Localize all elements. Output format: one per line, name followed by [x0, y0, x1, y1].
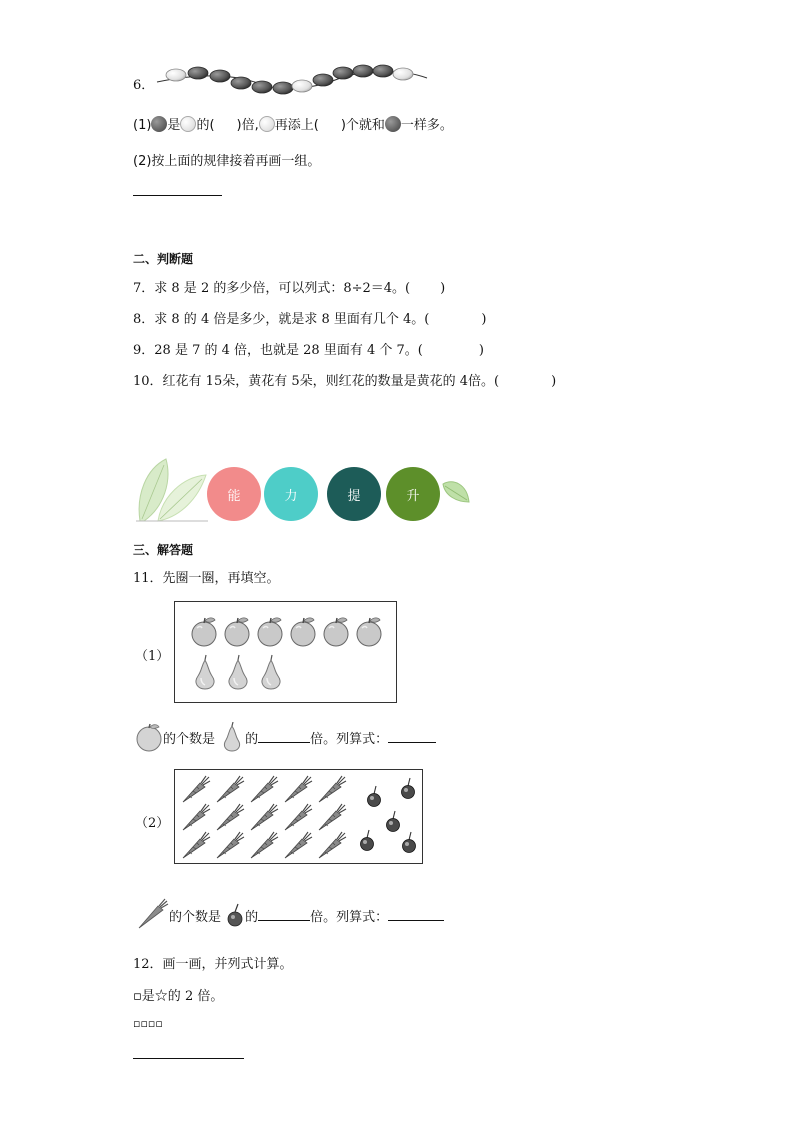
answer-line[interactable]: [133, 1058, 244, 1059]
fruit-picture-box: [174, 601, 397, 703]
apple: [192, 618, 216, 646]
carrot: [251, 804, 278, 830]
cherry: [361, 830, 374, 851]
banner-circle-1: [207, 467, 261, 521]
close-paren: ): [481, 312, 487, 327]
close-paren: ): [551, 374, 557, 389]
carrot: [183, 776, 210, 802]
light-bead: [292, 80, 312, 92]
text-segment: 一样多。: [400, 118, 453, 133]
dark-bead: [252, 81, 272, 93]
dark-bead: [313, 74, 333, 86]
text-segment: 的: [245, 910, 259, 925]
answer-blank[interactable]: [258, 742, 310, 743]
cherry: [368, 786, 381, 807]
question-6-number: 6．: [133, 78, 155, 93]
formula-blank[interactable]: [388, 742, 436, 743]
judge-item-8: [133, 308, 486, 327]
q11-part2-fill: [135, 897, 444, 931]
dark-bead: [353, 65, 373, 77]
light-bead-icon: [180, 116, 196, 132]
dark-bead: [188, 67, 208, 79]
leaf-decoration-left: [136, 455, 208, 523]
banner-circle-2: [264, 467, 318, 521]
item-text: 7．求 8 是 2 的多少倍，可以列式：8÷2＝4。(: [133, 281, 411, 296]
apple: [225, 618, 249, 646]
banner-char: 升: [406, 488, 420, 504]
vegetable-picture: [175, 770, 422, 863]
cherry: [402, 778, 415, 799]
judge-item-7: [133, 277, 445, 296]
pear: [229, 655, 247, 689]
text-segment: 是: [167, 118, 181, 133]
text-segment: 倍。列算式：: [310, 910, 389, 925]
carrot: [285, 776, 312, 802]
apple: [291, 618, 315, 646]
leaf-decoration-right: [441, 478, 471, 506]
dark-bead: [210, 70, 230, 82]
carrot: [319, 776, 346, 802]
question-12-title: 12．画一画，并列式计算。: [133, 957, 293, 972]
text-segment: 的: [245, 732, 259, 747]
banner-circle-4: [386, 467, 440, 521]
cherry: [403, 832, 416, 853]
light-bead: [393, 68, 413, 80]
part-label: (1): [133, 118, 152, 133]
judge-item-10: [133, 370, 556, 389]
light-bead-icon: [259, 116, 275, 132]
dark-bead: [333, 67, 353, 79]
section-2-title: 二、判断题: [133, 252, 194, 266]
carrot: [217, 804, 244, 830]
item-text: 9．28 是 7 的 4 倍，也就是 28 里面有 4 个 7。(: [133, 343, 423, 358]
text-segment: 的个数是: [169, 910, 222, 925]
carrot: [183, 832, 210, 858]
question-6-part1: [133, 114, 453, 133]
cherry-icon: [225, 902, 245, 928]
carrot: [285, 804, 312, 830]
close-paren: ): [440, 281, 446, 296]
apple: [324, 618, 348, 646]
q11-part2-label: （2）: [135, 816, 170, 831]
text-segment: 的(: [196, 118, 215, 133]
dark-bead: [231, 77, 251, 89]
pear: [196, 655, 214, 689]
close-paren: ): [478, 343, 484, 358]
pear-icon: [219, 722, 245, 752]
carrot: [183, 804, 210, 830]
dark-bead: [273, 82, 293, 94]
item-text: 8．求 8 的 4 倍是多少，就是求 8 里面有几个 4。(: [133, 312, 430, 327]
banner-char: 能: [227, 488, 241, 504]
apple: [357, 618, 381, 646]
carrot: [251, 776, 278, 802]
light-bead: [166, 69, 186, 81]
answer-line[interactable]: [133, 195, 222, 196]
formula-blank[interactable]: [388, 920, 444, 921]
text-segment: )倍,: [236, 118, 259, 133]
answer-blank[interactable]: [258, 920, 310, 921]
carrot: [319, 804, 346, 830]
q11-part1-label: （1）: [135, 649, 170, 664]
text-segment: )个就和: [340, 118, 385, 133]
banner-char: 力: [284, 488, 298, 504]
question-11-title: 11．先圈一圈，再填空。: [133, 571, 280, 586]
dark-bead-icon: [151, 116, 167, 132]
pear: [262, 655, 280, 689]
text-segment: 倍。列算式：: [310, 732, 389, 747]
carrot: [217, 776, 244, 802]
question-12-line1: ▫是☆的 2 倍。: [133, 989, 224, 1004]
carrot: [285, 832, 312, 858]
cherry: [387, 811, 400, 832]
judge-item-9: [133, 339, 484, 358]
banner-char: 提: [347, 488, 361, 504]
q11-part1-fill: [135, 722, 436, 752]
carrot: [217, 832, 244, 858]
question-6-part2: (2)按上面的规律接着再画一组。: [133, 154, 321, 169]
question-12-squares: ▫▫▫▫: [133, 1017, 163, 1030]
carrot: [251, 832, 278, 858]
text-segment: 的个数是: [163, 732, 216, 747]
carrot-icon: [135, 897, 169, 931]
fruit-picture: [175, 602, 396, 702]
dark-bead: [373, 65, 393, 77]
apple-icon: [135, 722, 163, 752]
apple: [258, 618, 282, 646]
dark-bead-icon: [385, 116, 401, 132]
banner-circle-3: [327, 467, 381, 521]
text-segment: 再添上(: [274, 118, 319, 133]
carrot: [319, 832, 346, 858]
bead-string-diagram: [155, 62, 435, 96]
section-3-title: 三、解答题: [133, 543, 194, 557]
item-text: 10．红花有 15朵，黄花有 5朵，则红花的数量是黄花的 4倍。(: [133, 374, 500, 389]
vegetable-picture-box: [174, 769, 423, 864]
